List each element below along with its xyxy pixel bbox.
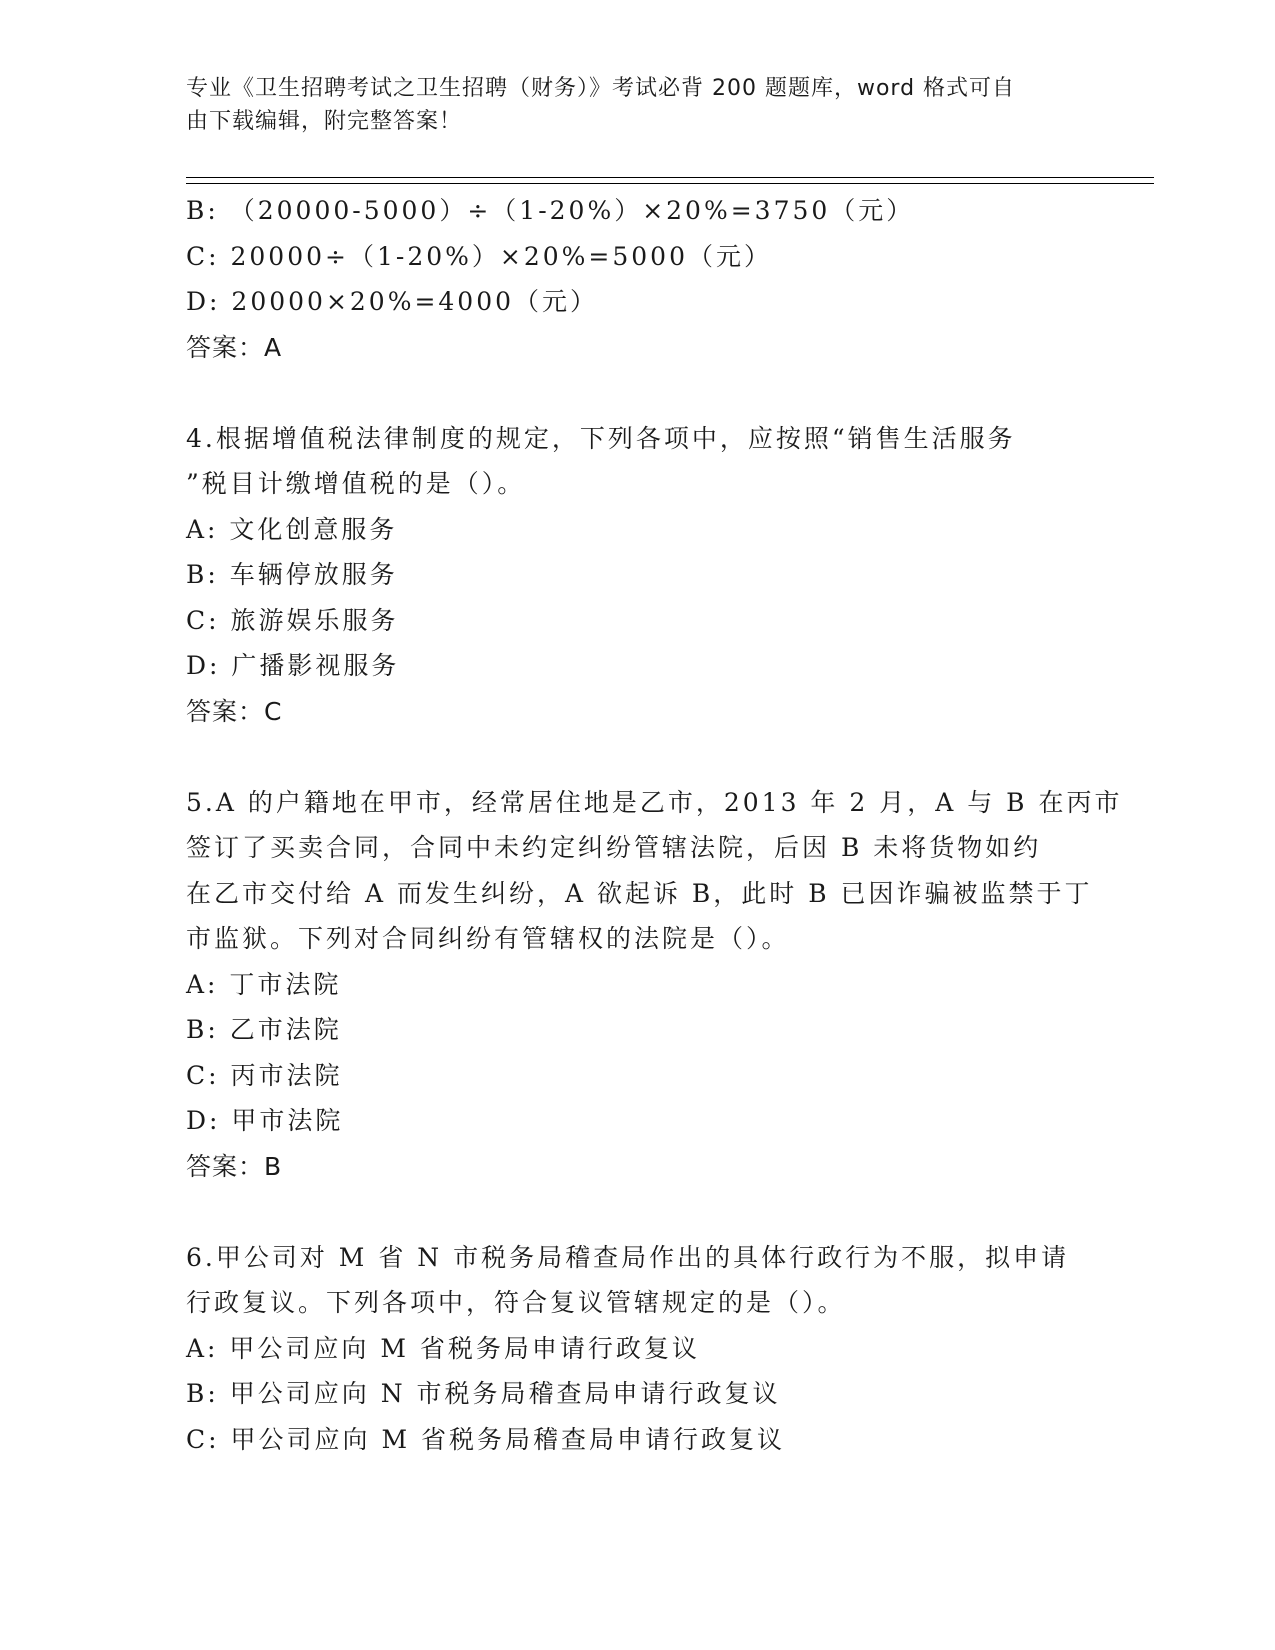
option-c: C: 旅游娱乐服务 [186, 605, 399, 635]
option-a: A: 甲公司应向 M 省税务局申请行政复议 [186, 1333, 700, 1363]
answer-line: 答案：B [186, 1151, 283, 1181]
spacer [186, 734, 1086, 780]
header-divider-top [186, 177, 1154, 178]
option-c: C: 甲公司应向 M 省税务局稽查局申请行政复议 [186, 1424, 785, 1454]
option-d: D: 广播影视服务 [186, 651, 400, 680]
question-5 [186, 780, 1123, 1190]
header-divider-bottom [186, 183, 1154, 184]
question-3-continuation [186, 188, 1086, 370]
question-stem-line: 5.A 的户籍地在甲市，经常居住地是乙市，2013 年 2 月，A 与 B 在丙市 [186, 787, 1123, 817]
question-stem-line: 签订了买卖合同，合同中未约定纠纷管辖法院，后因 B 未将货物如约 [186, 833, 1042, 862]
question-stem-line: 市监狱。下列对合同纠纷有管辖权的法院是（）。 [186, 924, 790, 953]
question-stem-line: ”税目计缴增值税的是（）。 [186, 469, 526, 498]
question-stem-line: 6.甲公司对 M 省 N 市税务局稽查局作出的具体行政行为不服，拟申请 [186, 1242, 1070, 1272]
option-c: C: 丙市法院 [186, 1060, 343, 1090]
document-header [186, 72, 1066, 138]
option-a: A: 丁市法院 [186, 969, 342, 999]
question-stem-line: 4.根据增值税法律制度的规定，下列各项中，应按照“销售生活服务 [186, 423, 1016, 453]
option-c: C: 20000÷（1-20%）×20%=5000（元） [186, 241, 772, 271]
spacer [186, 370, 1086, 416]
question-stem-line: 在乙市交付给 A 而发生纠纷，A 欲起诉 B，此时 B 已因诈骗被监禁于丁 [186, 878, 1093, 908]
question-content [186, 188, 1123, 1462]
header-line-1: 专业《卫生招聘考试之卫生招聘（财务）》考试必背 200 题题库，word 格式可自 [186, 76, 1016, 101]
answer-line: 答案：A [186, 332, 283, 362]
question-stem-line: 行政复议。下列各项中，符合复议管辖规定的是（）。 [186, 1288, 846, 1317]
option-b: B: 甲公司应向 N 市税务局稽查局申请行政复议 [186, 1379, 781, 1408]
option-d: D: 20000×20%=4000（元） [186, 287, 599, 316]
option-b: B: 乙市法院 [186, 1015, 342, 1044]
option-d: D: 甲市法院 [186, 1106, 344, 1135]
option-b: B: 车辆停放服务 [186, 560, 398, 589]
question-4 [186, 416, 1086, 735]
question-6 [186, 1235, 1086, 1463]
option-b: B: （20000-5000）÷（1-20%）×20%=3750（元） [186, 196, 915, 225]
header-line-2: 由下载编辑，附完整答案！ [186, 109, 463, 134]
option-a: A: 文化创意服务 [186, 514, 398, 544]
spacer [186, 1189, 1086, 1235]
answer-line: 答案：C [186, 696, 283, 726]
